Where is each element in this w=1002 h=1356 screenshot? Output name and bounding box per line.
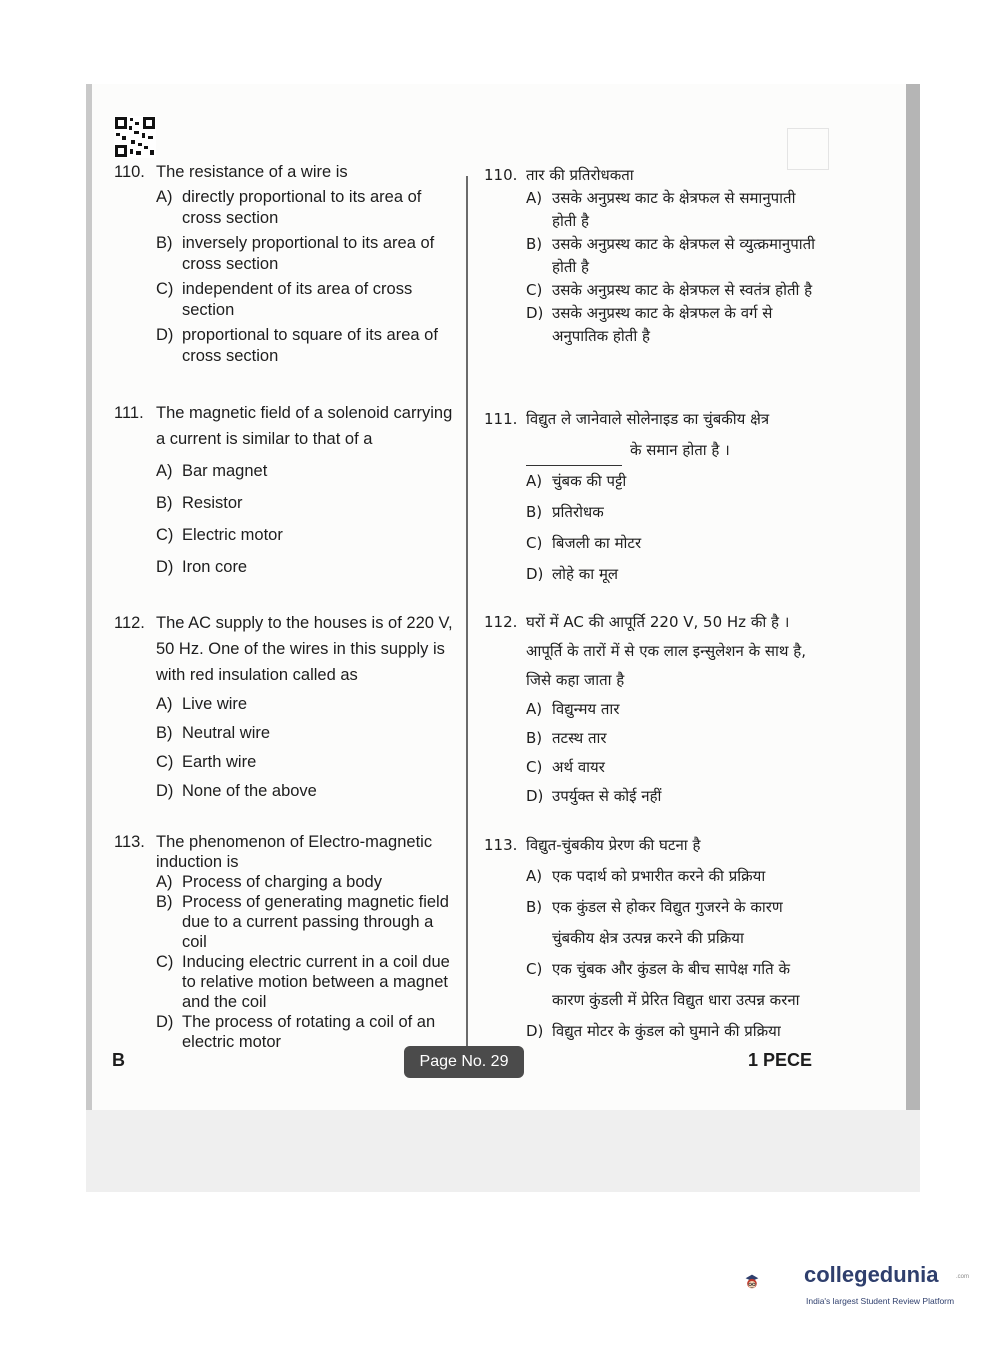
option-b [156, 490, 458, 516]
option-text: Electric motor [182, 526, 283, 544]
option-text: Live wire [182, 695, 248, 713]
option-text: उसके अनुप्रस्थ काट के क्षेत्रफल से व्युत्क्रमानुपाती होती है [552, 235, 816, 276]
option-a [526, 187, 824, 233]
option-d [156, 554, 458, 580]
option-label: B) [156, 494, 173, 512]
option-label: C) [526, 534, 543, 552]
option-label: A) [526, 189, 543, 207]
option-text: directly proportional to its area of cross section [182, 188, 422, 227]
option-text: विद्युन्मय तार [552, 700, 620, 718]
option-text: लोहे का मूल [552, 565, 619, 583]
option-c [156, 952, 458, 1012]
page-number-badge: Page No. 29 [404, 1046, 524, 1078]
option-a [526, 861, 824, 892]
question-number: 111. [114, 404, 144, 422]
option-text: विद्युत मोटर के कुंडल को घुमाने की प्रक्रिया [552, 1022, 781, 1040]
fill-in-blank [526, 435, 622, 466]
option-label: B) [156, 234, 173, 252]
option-label: A) [156, 188, 173, 206]
option-label: C) [526, 281, 543, 299]
question-text-tail: के समान होता है । [630, 441, 730, 459]
option-text: उपर्युक्त से कोई नहीं [552, 787, 662, 805]
option-b [156, 233, 458, 275]
question-112-en [114, 610, 458, 804]
option-label: C) [526, 758, 543, 776]
scan-bottom-margin [86, 1110, 920, 1192]
option-text: Bar magnet [182, 462, 268, 480]
question-text: The AC supply to the houses is of 220 V, 50 Hz. One of the wires in this supply is with red insulation called as [156, 614, 453, 684]
question-number: 111. [484, 410, 518, 428]
option-text: inversely proportional to its area of cross section [182, 234, 435, 273]
option-a [526, 695, 824, 724]
question-112-hi [484, 608, 824, 811]
question-113-en [114, 832, 458, 1052]
option-text: proportional to square of its area of cross section [182, 326, 438, 365]
option-label: D) [156, 326, 174, 344]
column-divider [466, 176, 468, 1046]
option-label: C) [156, 280, 174, 298]
collegedunia-mascot-icon [744, 1250, 804, 1314]
question-text: विद्युत ले जानेवाले सोलेनाइड का चुंबकीय क्षेत्र [526, 410, 770, 428]
option-text: एक कुंडल से होकर विद्युत गुजरने के कारण चुंबकीय क्षेत्र उत्पन्न करने की प्रक्रिया [552, 898, 783, 947]
option-label: D) [156, 1013, 174, 1031]
question-text: विद्युत-चुंबकीय प्रेरण की घटना है [526, 836, 701, 854]
question-text-continued [526, 435, 824, 466]
option-text: अर्थ वायर [552, 758, 605, 776]
question-number: 113. [114, 833, 145, 851]
option-text: Process of charging a body [182, 873, 382, 891]
option-label: B) [526, 503, 543, 521]
option-text: उसके अनुप्रस्थ काट के क्षेत्रफल के वर्ग से अनुपातिक होती है [552, 304, 773, 345]
option-label: D) [526, 787, 544, 805]
option-label: C) [526, 960, 543, 978]
question-number: 112. [484, 613, 518, 631]
option-label: A) [526, 472, 543, 490]
option-c [526, 753, 824, 782]
question-text: The magnetic field of a solenoid carrying a current is similar to that of a [156, 404, 453, 448]
question-111-en [114, 400, 458, 580]
logo-tagline: India's largest Student Review Platform [806, 1296, 955, 1306]
qr-code-icon [114, 116, 156, 158]
option-text: तटस्थ तार [552, 729, 607, 747]
option-text: उसके अनुप्रस्थ काट के क्षेत्रफल से स्वतंत्र होती है [552, 281, 813, 299]
option-a [156, 458, 458, 484]
option-label: B) [156, 724, 173, 742]
option-b [156, 892, 458, 952]
option-label: C) [156, 753, 174, 771]
option-label: A) [156, 873, 173, 891]
logo-wordmark: collegedunia [804, 1262, 939, 1287]
option-b [526, 892, 824, 954]
option-label: D) [156, 782, 174, 800]
option-label: A) [526, 700, 543, 718]
option-label: A) [526, 867, 543, 885]
option-label: A) [156, 695, 173, 713]
question-113-hi [484, 830, 824, 1047]
option-d [156, 325, 458, 367]
paper-code: 1 PECE [748, 1050, 813, 1070]
option-b [526, 497, 824, 528]
question-text: The phenomenon of Electro-magnetic induction is [156, 833, 433, 871]
option-text: None of the above [182, 782, 317, 800]
question-110-en [114, 162, 458, 367]
option-b [526, 724, 824, 753]
series-code: B [112, 1050, 125, 1070]
question-number: 113. [484, 836, 518, 854]
option-label: D) [526, 565, 544, 583]
option-label: D) [526, 304, 544, 322]
option-text: Iron core [182, 558, 248, 576]
option-label: A) [156, 462, 173, 480]
option-a [156, 691, 458, 717]
option-label: B) [526, 729, 543, 747]
option-text: independent of its area of cross section [182, 280, 413, 319]
option-a [156, 872, 458, 892]
question-number: 110. [484, 166, 518, 184]
question-111-hi [484, 404, 824, 590]
option-d [526, 559, 824, 590]
question-text: The resistance of a wire is [156, 163, 348, 181]
option-d [526, 1016, 824, 1047]
option-text: Neutral wire [182, 724, 271, 742]
option-d [526, 782, 824, 811]
option-text: Inducing electric current in a coil due to relative motion between a magnet and the coil [182, 953, 450, 1011]
option-a [526, 466, 824, 497]
option-c [156, 522, 458, 548]
option-text: प्रतिरोधक [552, 503, 604, 521]
question-text: घरों में AC की आपूर्ति 220 V, 50 Hz की है । आपूर्ति के तारों में से एक लाल इन्सुलेशन के साथ है, जिसे कहा जाता है [526, 613, 806, 689]
option-label: C) [156, 526, 174, 544]
option-c [156, 749, 458, 775]
option-c [526, 954, 824, 1016]
scan-right-edge [906, 84, 920, 1192]
option-label: B) [526, 235, 543, 253]
option-text: बिजली का मोटर [552, 534, 642, 552]
option-text: Earth wire [182, 753, 257, 771]
option-b [526, 233, 824, 279]
option-c [526, 528, 824, 559]
option-text: एक पदार्थ को प्रभारीत करने की प्रक्रिया [552, 867, 766, 885]
logo-domain: .com [956, 1274, 970, 1280]
option-text: Resistor [182, 494, 243, 512]
option-text: एक चुंबक और कुंडल के बीच सापेक्ष गति के कारण कुंडली में प्रेरित विद्युत धारा उत्पन्न करना [552, 960, 800, 1009]
option-label: D) [526, 1022, 544, 1040]
option-label: B) [156, 893, 173, 911]
option-c [156, 279, 458, 321]
scan-left-edge [86, 84, 92, 1192]
option-text: उसके अनुप्रस्थ काट के क्षेत्रफल से समानुपाती होती है [552, 189, 796, 230]
option-text: The process of rotating a coil of an electric motor [182, 1013, 436, 1051]
option-d [156, 778, 458, 804]
option-a [156, 187, 458, 229]
option-label: B) [526, 898, 543, 916]
option-c [526, 279, 824, 302]
option-label: D) [156, 558, 174, 576]
question-text: तार की प्रतिरोधकता [526, 166, 634, 184]
option-label: C) [156, 953, 174, 971]
option-text: Process of generating magnetic field due to a current passing through a coil [182, 893, 449, 951]
option-b [156, 720, 458, 746]
option-d [526, 302, 824, 348]
option-text: चुंबक की पट्टी [552, 472, 627, 490]
question-110-hi [484, 164, 824, 348]
question-number: 110. [114, 163, 145, 181]
question-number: 112. [114, 614, 145, 632]
